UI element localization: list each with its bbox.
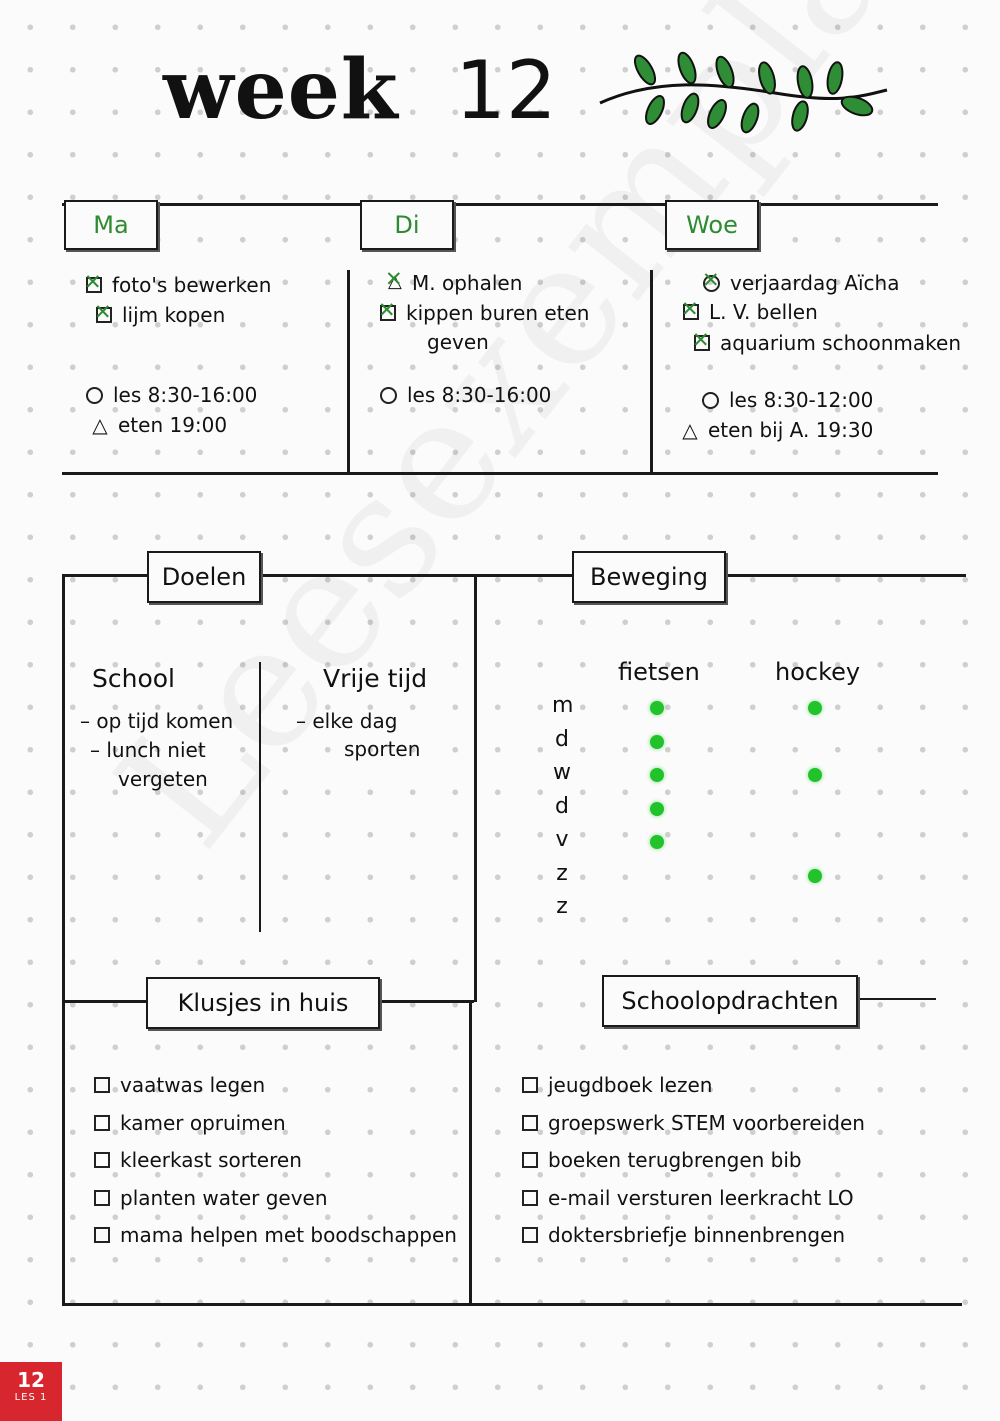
fietsen-done-dot <box>650 835 664 849</box>
checkbox-icon <box>94 1115 110 1131</box>
item-label: kamer opruimen <box>120 1110 286 1135</box>
beweging-day-label: d <box>555 793 569 819</box>
klusjes-item[interactable] <box>94 1186 328 1210</box>
checkbox-icon <box>94 1227 110 1243</box>
checkbox-icon <box>94 1077 110 1093</box>
fietsen-done-dot <box>650 768 664 782</box>
checkbox-checked-icon <box>96 307 112 323</box>
section-box-schoolopdrachten: Schoolopdrachten <box>602 975 858 1027</box>
grid-center-rule-top <box>474 574 477 1002</box>
leaf-branch-icon <box>595 48 895 138</box>
section-box-beweging: Beweging <box>572 551 726 603</box>
checkbox-icon <box>522 1227 538 1243</box>
schedule-label: eten bij A. 19:30 <box>708 418 874 442</box>
item-label: mama helpen met boodschappen <box>120 1223 457 1247</box>
triangle-checked-icon: △ ✕ <box>388 276 402 290</box>
schoolopdrachten-item[interactable] <box>522 1111 865 1135</box>
days-top-rule <box>62 203 938 206</box>
ma-task-2[interactable] <box>96 303 225 327</box>
schoolopdrachten-item[interactable] <box>522 1073 712 1097</box>
beweging-day-label: z <box>556 894 568 919</box>
item-label: planten water geven <box>120 1185 328 1210</box>
di-task-2[interactable] <box>380 301 590 325</box>
section-box-klusjes: Klusjes in huis <box>146 977 380 1029</box>
checkbox-icon <box>94 1152 110 1168</box>
day-box-ma: Ma <box>64 200 158 250</box>
ma-schedule-2 <box>92 413 227 437</box>
ma-schedule-1 <box>86 383 257 407</box>
checkbox-icon <box>522 1152 538 1168</box>
di-task-2-continuation: geven <box>427 330 489 354</box>
woe-task-1[interactable] <box>703 271 899 295</box>
ma-task-1[interactable] <box>86 273 271 297</box>
title-week-number: 12 <box>455 44 557 137</box>
days-divider-1 <box>347 270 350 474</box>
checkbox-checked-icon <box>380 305 396 321</box>
lesson-label: LES 1 <box>14 1392 48 1403</box>
task-label: aquarium schoonmaken <box>720 331 962 355</box>
item-label: vaatwas legen <box>120 1073 266 1097</box>
fietsen-done-dot <box>650 701 664 715</box>
days-divider-2 <box>650 270 653 474</box>
schedule-label: eten 19:00 <box>118 413 228 437</box>
item-label: groepswerk STEM voorbereiden <box>548 1110 865 1135</box>
beweging-col-hockey: hockey <box>775 658 861 686</box>
circle-icon <box>702 392 719 409</box>
section-box-doelen: Doelen <box>147 551 261 603</box>
beweging-day-label: d <box>555 726 569 752</box>
checkbox-icon <box>522 1077 538 1093</box>
task-label: foto's bewerken <box>112 273 272 297</box>
schoolopdrachten-item[interactable] <box>522 1148 802 1172</box>
hockey-done-dot <box>808 768 822 782</box>
schoolopdrachten-item[interactable] <box>522 1223 845 1247</box>
day-box-di: Di <box>360 200 454 250</box>
beweging-day-label: v <box>555 827 569 852</box>
klusjes-item[interactable] <box>94 1148 302 1172</box>
beweging-day-label: m <box>552 693 574 718</box>
klusjes-item[interactable] <box>94 1223 457 1247</box>
schedule-label: les 8:30-12:00 <box>729 388 874 412</box>
grid-center-rule-bottom <box>469 1002 472 1304</box>
task-label: L. V. bellen <box>709 300 818 324</box>
woe-schedule-1 <box>702 388 873 412</box>
circle-icon <box>380 387 397 404</box>
item-label: boeken terugbrengen bib <box>548 1148 802 1172</box>
task-label: verjaardag Aïcha <box>730 271 900 295</box>
di-task-1[interactable] <box>388 271 522 295</box>
page-number-badge <box>0 1362 62 1421</box>
schedule-label: les 8:30-16:00 <box>407 383 552 407</box>
schedule-label: les 8:30-16:00 <box>113 383 258 407</box>
woe-schedule-2 <box>682 418 873 442</box>
task-label: lijm kopen <box>122 303 226 327</box>
triangle-icon: △ <box>92 413 108 437</box>
task-label: M. ophalen <box>412 271 523 295</box>
woe-task-2[interactable] <box>683 300 818 324</box>
doelen-school-line-3: vergeten <box>118 767 208 791</box>
beweging-day-label: z <box>556 860 568 886</box>
hockey-done-dot <box>808 869 822 883</box>
doelen-vrije-tijd-line-2: sporten <box>344 737 421 761</box>
doelen-school-heading: School <box>92 664 175 693</box>
klusjes-item[interactable] <box>94 1111 286 1135</box>
triangle-icon: △ <box>682 418 698 442</box>
beweging-col-fietsen: fietsen <box>618 658 700 686</box>
woe-task-3[interactable] <box>694 331 961 355</box>
di-schedule-1 <box>380 383 551 407</box>
item-label: doktersbriefje binnenbrengen <box>548 1223 846 1247</box>
page-number: 12 <box>17 1368 45 1392</box>
schoolopdrachten-item[interactable] <box>522 1186 854 1210</box>
fietsen-done-dot <box>650 735 664 749</box>
beweging-day-label: w <box>553 760 571 785</box>
grid-middle-rule-right <box>856 998 936 1000</box>
checkbox-checked-icon <box>683 304 699 320</box>
grid-left-rule <box>62 574 65 1306</box>
doelen-inner-divider <box>259 662 261 932</box>
checkbox-icon <box>522 1190 538 1206</box>
checkbox-checked-icon <box>86 277 102 293</box>
days-bottom-rule <box>62 472 938 475</box>
circle-checked-icon <box>703 275 720 292</box>
doelen-school-line-1: – op tijd komen <box>80 709 234 733</box>
doelen-vrije-tijd-heading: Vrije tijd <box>323 664 428 693</box>
klusjes-item[interactable] <box>94 1073 265 1097</box>
item-label: kleerkast sorteren <box>120 1148 302 1172</box>
doelen-school-line-2: – lunch niet <box>90 738 206 762</box>
circle-icon <box>86 387 103 404</box>
doelen-vrije-tijd-line-1: – elke dag <box>296 709 398 733</box>
task-label: kippen buren eten <box>406 301 590 325</box>
item-label: jeugdboek lezen <box>548 1073 713 1097</box>
title-week-word: week <box>163 42 399 138</box>
hockey-done-dot <box>808 701 822 715</box>
fietsen-done-dot <box>650 802 664 816</box>
day-box-woe: Woe <box>665 200 759 250</box>
item-label: e-mail versturen leerkracht LO <box>548 1185 854 1210</box>
checkbox-icon <box>94 1190 110 1206</box>
checkbox-checked-icon <box>694 335 710 351</box>
checkbox-icon <box>522 1115 538 1131</box>
grid-bottom-rule <box>62 1303 962 1306</box>
